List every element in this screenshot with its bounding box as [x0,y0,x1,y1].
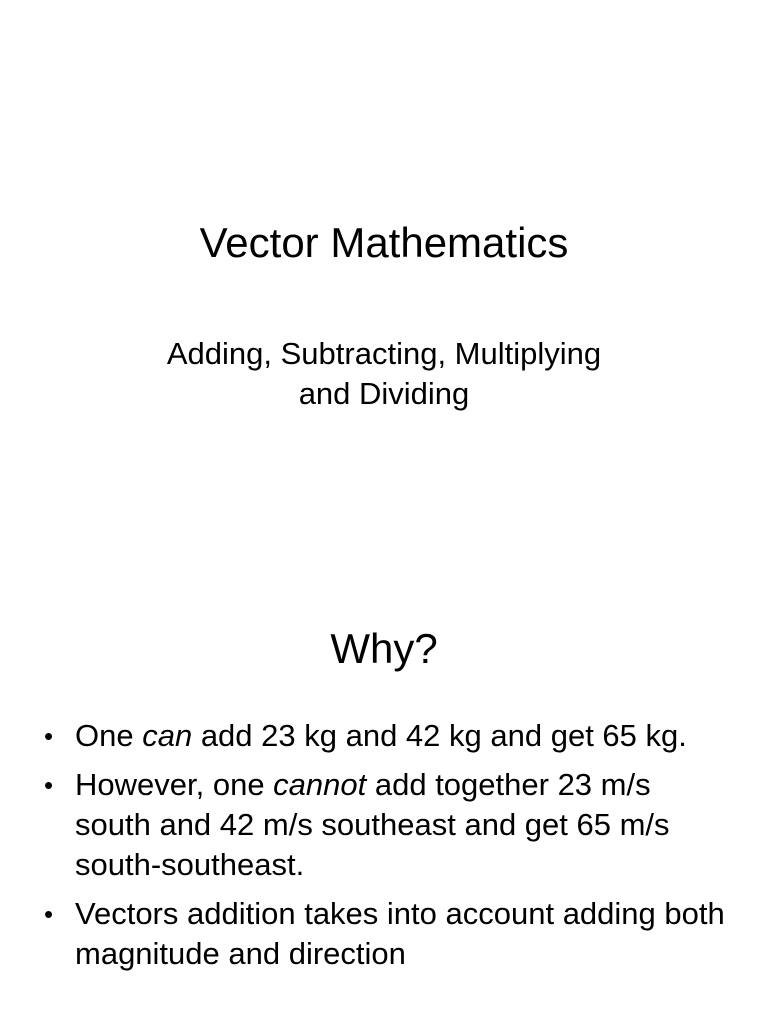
bullet-icon: • [44,770,54,800]
bullet-icon: • [44,899,54,929]
slide-title: Why? [330,625,438,672]
bullet-text: add 23 kg and 42 kg and get 65 kg. [192,718,687,753]
slide-why [0,512,768,1024]
bullet-item [0,716,768,756]
bullet-text: add together 23 m/s south and 42 m/s southeast and get 65 m/s south-southeast. [75,767,670,882]
bullet-list [0,716,768,983]
bullet-text: However, one [75,767,274,802]
bullet-item [0,894,768,974]
bullet-text: One [75,718,143,753]
bullet-emphasis: can [142,718,193,753]
bullet-text: Vectors addition takes into account adding both magnitude and direction [75,896,725,971]
slide-subtitle [0,334,768,414]
slide-title: Vector Mathematics [199,219,569,266]
subtitle-line: and Dividing [298,376,470,411]
bullet-icon: • [44,721,54,751]
bullet-item [0,765,768,885]
bullet-emphasis: cannot [273,767,367,802]
subtitle-line: Adding, Subtracting, Multiplying [166,336,602,371]
